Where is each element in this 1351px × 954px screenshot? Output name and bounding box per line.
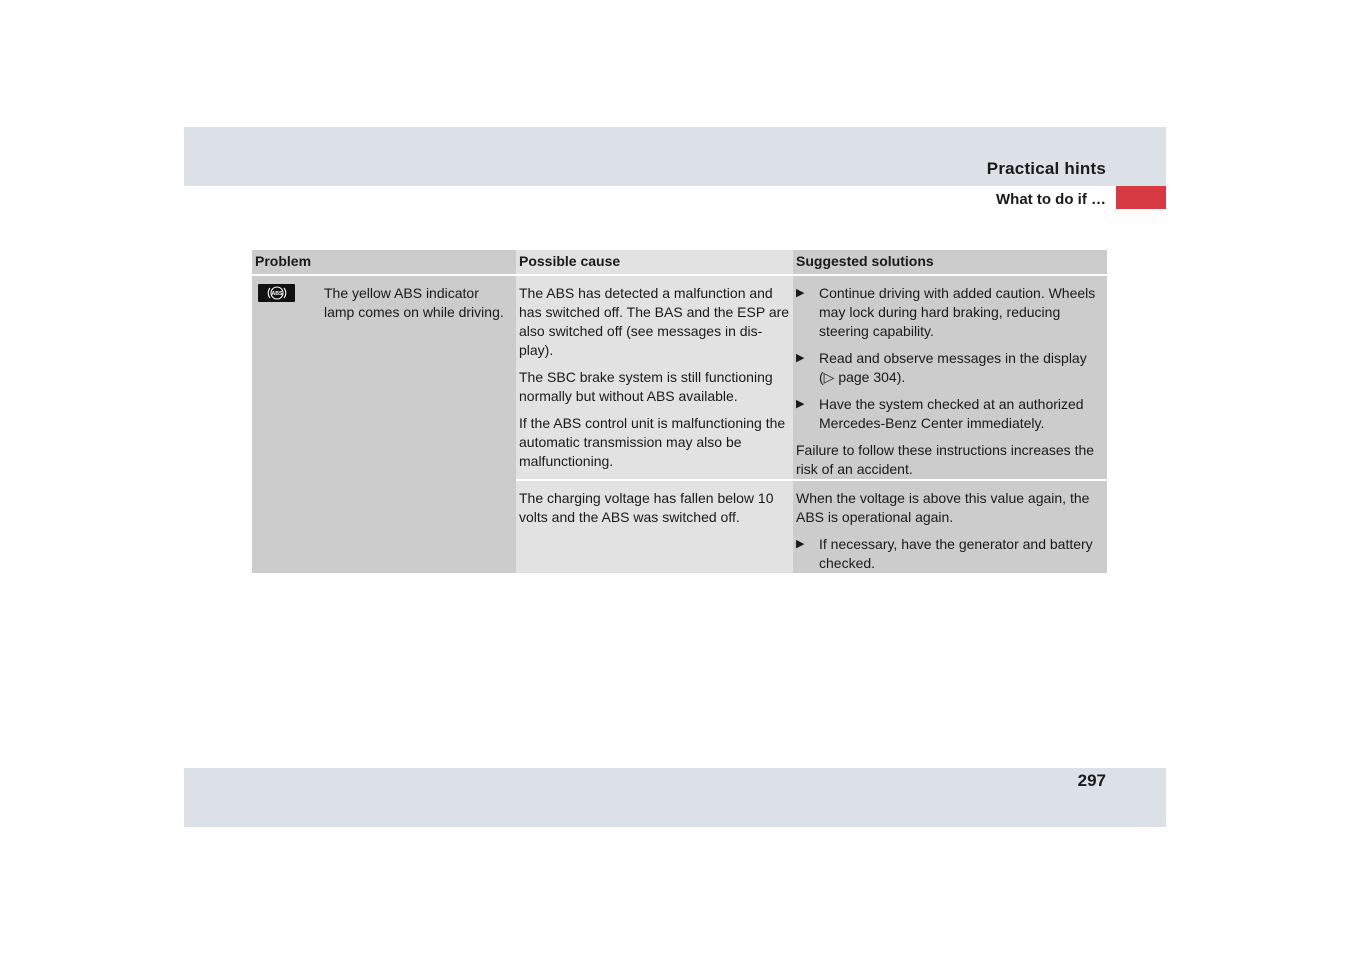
bullet-arrow-icon: ▶ <box>796 352 805 364</box>
svg-text:ABS: ABS <box>271 291 282 297</box>
section-title: Practical hints <box>986 159 1106 178</box>
troubleshooting-table <box>252 250 1107 573</box>
cause-cell <box>516 275 793 480</box>
solution-bullet: ▶ Continue driving with added caution. Wheels may lock during hard braking, reducing steering capability. <box>796 285 1096 339</box>
problem-cell <box>252 275 516 573</box>
table-row <box>252 275 1107 480</box>
column-header-possible-cause: Possible cause <box>516 250 793 275</box>
bullet-arrow-icon: ▶ <box>796 538 805 550</box>
table-header-row <box>252 250 1107 275</box>
cause-text: The charging voltage has fallen below 10 volts and the ABS was switched off. <box>519 490 774 525</box>
solution-bullet: ▶ Read and observe messages in the display (▷ page 304). <box>796 350 1087 385</box>
column-header-suggested-solutions: Suggested solutions <box>793 250 1107 275</box>
solution-cell <box>793 480 1107 573</box>
solution-bullet: ▶ If necessary, have the generator and battery checked. <box>796 536 1093 571</box>
chapter-marker-tab <box>1116 186 1166 209</box>
abs-warning-lamp-icon <box>258 284 295 302</box>
column-header-problem: Problem <box>252 250 516 275</box>
cause-text: If the ABS control unit is malfunctioning the automatic transmission may also be malfunctioning. <box>519 415 786 469</box>
subsection-title: What to do if … <box>996 191 1106 208</box>
cause-text: The ABS has detected a malfunction and has switched off. The BAS and the ESP are also switched off (see messages in dis-play). <box>519 285 790 358</box>
bullet-arrow-icon: ▶ <box>796 287 805 299</box>
solution-note: When the voltage is above this value again, the ABS is operational again. <box>796 490 1090 525</box>
solution-note: Failure to follow these instructions increases the risk of an accident. <box>796 442 1095 477</box>
page-number: 297 <box>1077 771 1106 790</box>
solution-bullet: ▶ Have the system checked at an authorized Mercedes-Benz Center immediately. <box>796 396 1084 431</box>
cause-text: The SBC brake system is still functioning normally but without ABS available. <box>519 369 773 404</box>
footer-band <box>184 768 1166 827</box>
bullet-arrow-icon: ▶ <box>796 398 805 410</box>
solution-cell <box>793 275 1107 480</box>
cause-cell <box>516 480 793 573</box>
problem-description: The yellow ABS indicator lamp comes on while driving. <box>324 285 504 320</box>
